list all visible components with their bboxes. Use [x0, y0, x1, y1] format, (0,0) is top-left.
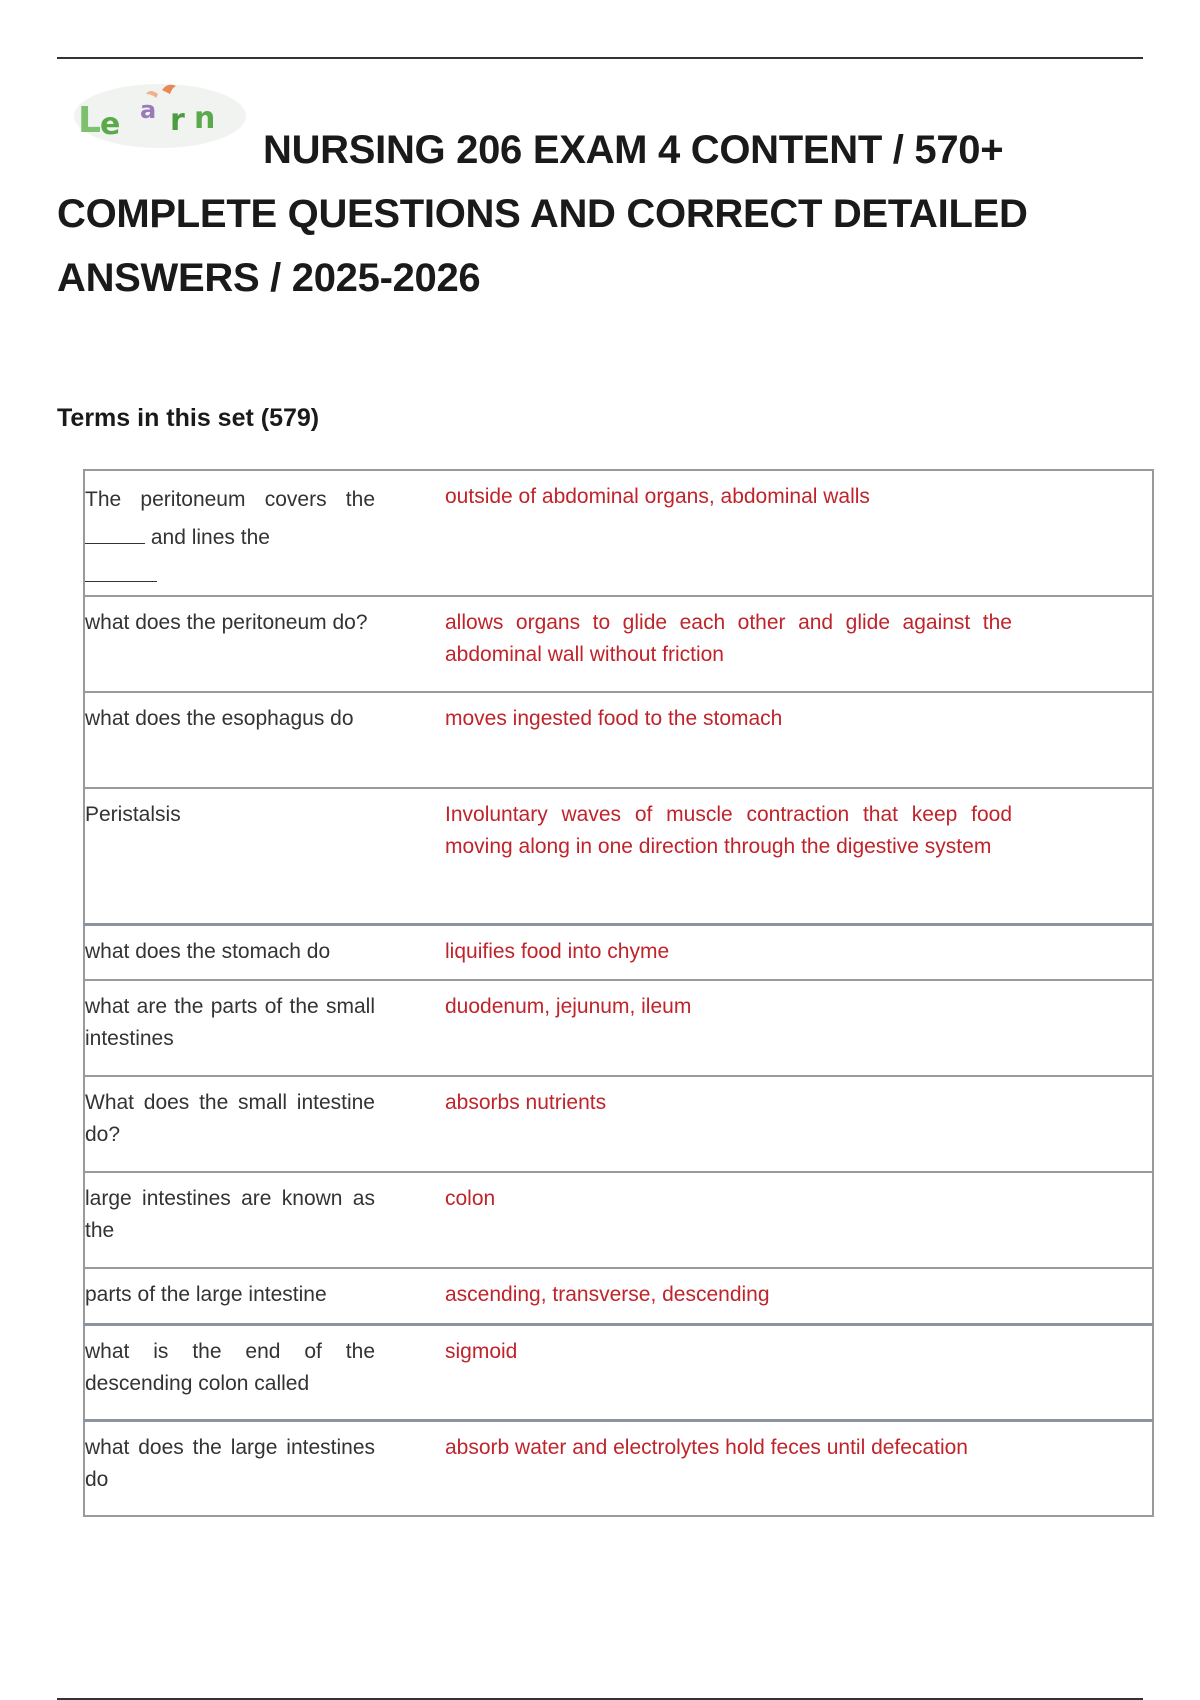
table-row [84, 924, 1153, 980]
term-answer: duodenum, jejunum, ileum [445, 995, 692, 1018]
table-row [84, 596, 1153, 692]
table-row [84, 980, 1153, 1076]
term-answer: outside of abdominal organs, abdominal walls [445, 485, 870, 508]
svg-text:n: n [194, 101, 216, 136]
svg-text:L: L [78, 100, 101, 141]
table-row [84, 1076, 1153, 1172]
table-row [84, 692, 1153, 788]
fill-blank [85, 561, 157, 582]
document-title [57, 118, 1143, 310]
svg-text:e: e [100, 107, 121, 142]
term-question: what are the parts of the small intestines [85, 995, 375, 1050]
title-line-1: NURSING 206 EXAM 4 CONTENT / 570+ [263, 128, 1004, 172]
term-question: Peristalsis [85, 803, 181, 826]
term-answer: moves ingested food to the stomach [445, 707, 783, 730]
term-question: what does the esophagus do [85, 707, 354, 730]
table-row [84, 1172, 1153, 1268]
title-line-3: ANSWERS / 2025-2026 [57, 256, 481, 300]
table-row [84, 1324, 1153, 1420]
term-question: The peritoneum covers the and lines the [84, 470, 445, 596]
term-answer: Involuntary waves of muscle contraction that keep food moving along in one direction through the digestive system [445, 803, 1012, 858]
term-question: what is the end of the descending colon called [85, 1339, 375, 1395]
table-row [84, 788, 1153, 924]
table-row [84, 1420, 1153, 1516]
term-question: large intestines are known as the [85, 1187, 375, 1242]
term-answer: colon [445, 1187, 496, 1210]
term-question: what does the stomach do [85, 939, 331, 963]
term-question: parts of the large intestine [85, 1283, 327, 1306]
top-rule [57, 57, 1143, 59]
terms-count-heading: Terms in this set (579) [57, 404, 320, 432]
term-answer: sigmoid [445, 1339, 518, 1363]
term-question: what does the peritoneum do? [85, 611, 368, 634]
svg-text:r: r [170, 103, 185, 138]
table-row [84, 470, 1153, 596]
term-answer: absorbs nutrients [445, 1091, 607, 1114]
table-row [84, 1268, 1153, 1324]
fill-blank [85, 523, 145, 544]
term-answer: liquifies food into chyme [445, 939, 670, 963]
term-answer: allows organs to glide each other and glide against the abdominal wall without friction [445, 611, 1012, 666]
title-line-2: COMPLETE QUESTIONS AND CORRECT DETAILED [57, 192, 1028, 236]
term-answer: absorb water and electrolytes hold feces until defecation [445, 1435, 968, 1459]
term-answer: ascending, transverse, descending [445, 1283, 770, 1306]
svg-text:a: a [140, 96, 157, 124]
terms-table [83, 469, 1154, 1517]
term-question: what does the large intestines do [85, 1435, 375, 1491]
term-question: What does the small intestine do? [85, 1091, 375, 1146]
